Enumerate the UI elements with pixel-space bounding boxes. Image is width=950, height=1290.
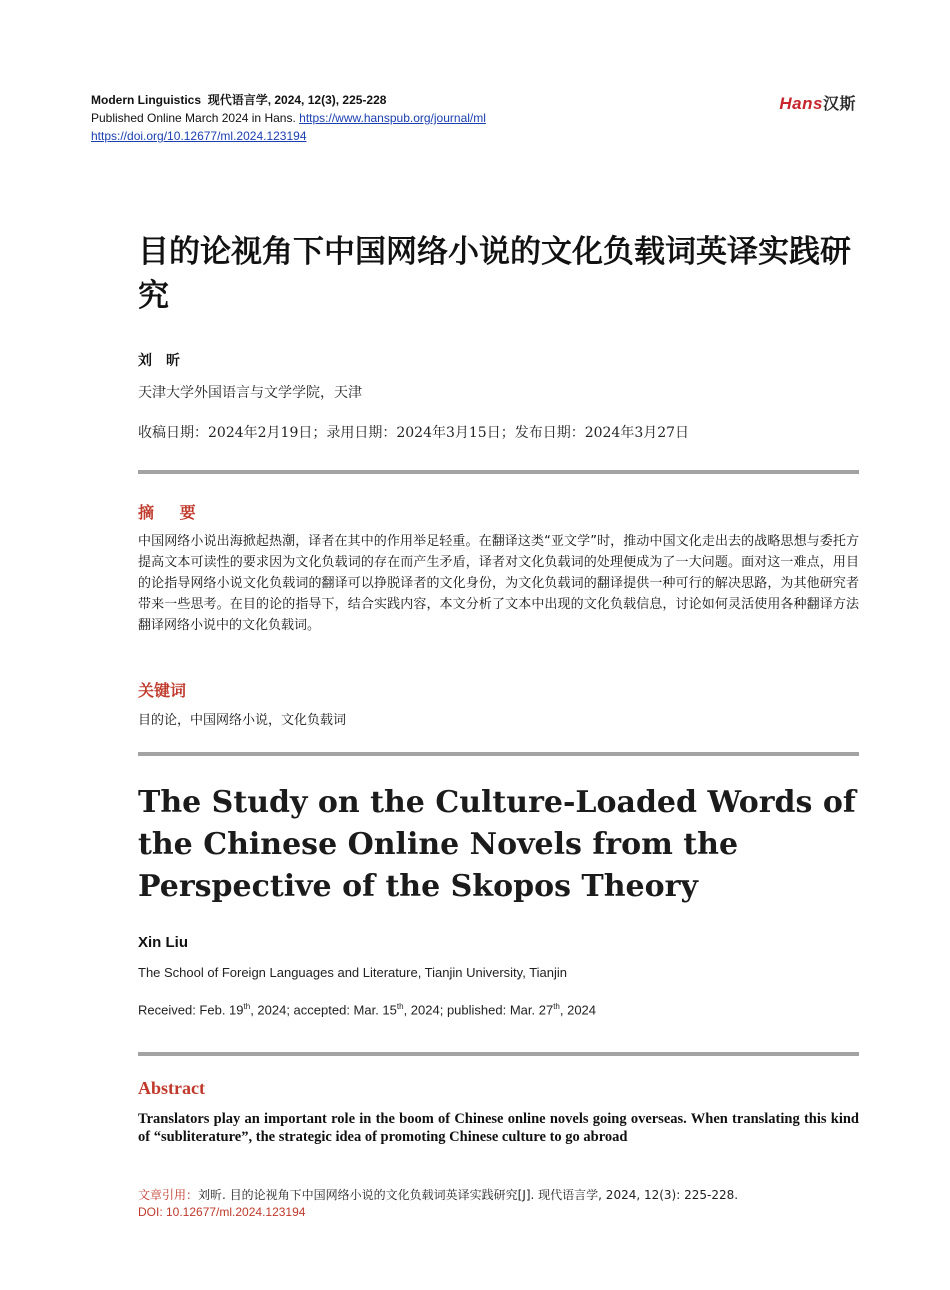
published-line bbox=[91, 109, 486, 127]
affiliation-en: The School of Foreign Languages and Literature, Tianjin University, Tianjin bbox=[138, 965, 568, 980]
journal-issue: 现代语言学, 2024, 12(3), 225-228 bbox=[207, 93, 387, 107]
published-text: Published Online March 2024 in Hans. bbox=[91, 111, 296, 125]
journal-url-link[interactable]: https://www.hanspub.org/journal/ml bbox=[299, 111, 486, 125]
divider-top bbox=[138, 470, 859, 474]
published-date: , 2024; published: Mar. 27 bbox=[403, 1002, 554, 1018]
citation-doi: DOI: 10.12677/ml.2024.123194 bbox=[138, 1205, 306, 1219]
received-date: Received: Feb. 19 bbox=[138, 1002, 244, 1018]
title-en: The Study on the Culture-Loaded Words of the Chinese Online Novels from the Perspective of the Skopos Theory bbox=[138, 785, 856, 904]
accepted-date: , 2024; accepted: Mar. 15 bbox=[250, 1002, 397, 1018]
journal-header bbox=[91, 91, 386, 109]
ordinal-suffix: th bbox=[553, 1002, 560, 1011]
title-cn: 目的论视角下中国网络小说的文化负载词英译实践研究 bbox=[138, 234, 851, 314]
affiliation-cn: 天津大学外国语言与文学学院，天津 bbox=[138, 385, 362, 401]
year-end: , 2024 bbox=[559, 1002, 597, 1018]
logo-text-cn: 汉斯 bbox=[822, 96, 856, 113]
citation bbox=[138, 1186, 738, 1205]
doi-url-link[interactable]: https://doi.org/10.12677/ml.2024.123194 bbox=[91, 129, 307, 143]
ordinal-suffix: th bbox=[243, 1002, 251, 1011]
citation-text: 刘昕. 目的论视角下中国网络小说的文化负载词英译实践研究[J]. 现代语言学, 2024, 12(3): 225-228. bbox=[198, 1188, 739, 1202]
author-cn: 刘昕 bbox=[138, 353, 194, 369]
keywords-cn: 目的论，中国网络小说，文化负载词 bbox=[138, 713, 347, 728]
dates-en bbox=[138, 1002, 596, 1017]
hans-logo bbox=[779, 91, 856, 114]
keywords-heading-cn: 关键词 bbox=[138, 681, 187, 700]
divider-bottom bbox=[138, 1052, 859, 1056]
journal-name: Modern Linguistics bbox=[91, 93, 202, 107]
abstract-cn: 中国网络小说出海掀起热潮，译者在其中的作用举足轻重。在翻译这类“亚文学”时，推动中国文化走出去的战略思想与委托方提高文本可读性的要求因为文化负载词的存在而产生矛盾，译者对文化负载词的处理便成为了一大问题。面对这一难点，用目的论指导网络小说文化负载词的翻译可以挣脱译者的文化身份，为文化负载词的翻译提供一种可行的解决思路，为其他研究者带来一些思考。在目的论的指导下，结合实践内容，本文分析了文本中出现的文化负载信息，讨论如何灵活使用各种翻译方法翻译网络小说中的文化负载词。 bbox=[138, 534, 859, 633]
divider-middle bbox=[138, 752, 859, 756]
author-en: Xin Liu bbox=[138, 934, 188, 951]
abstract-heading-en: Abstract bbox=[138, 1078, 205, 1098]
abstract-en: Translators play an important role in the boom of Chinese online novels going overseas. When translating this kind of “subliterature”, the strategic idea of promoting Chinese culture to go abroad bbox=[138, 1111, 859, 1145]
ordinal-suffix: th bbox=[396, 1002, 404, 1011]
dates-cn: 收稿日期：2024年2月19日；录用日期：2024年3月15日；发布日期：2024年3月27日 bbox=[138, 425, 690, 441]
citation-label: 文章引用： bbox=[138, 1188, 199, 1202]
abstract-heading-cn: 摘 要 bbox=[138, 503, 206, 522]
logo-text-en: Hans bbox=[779, 94, 823, 113]
doi-line bbox=[91, 127, 307, 145]
